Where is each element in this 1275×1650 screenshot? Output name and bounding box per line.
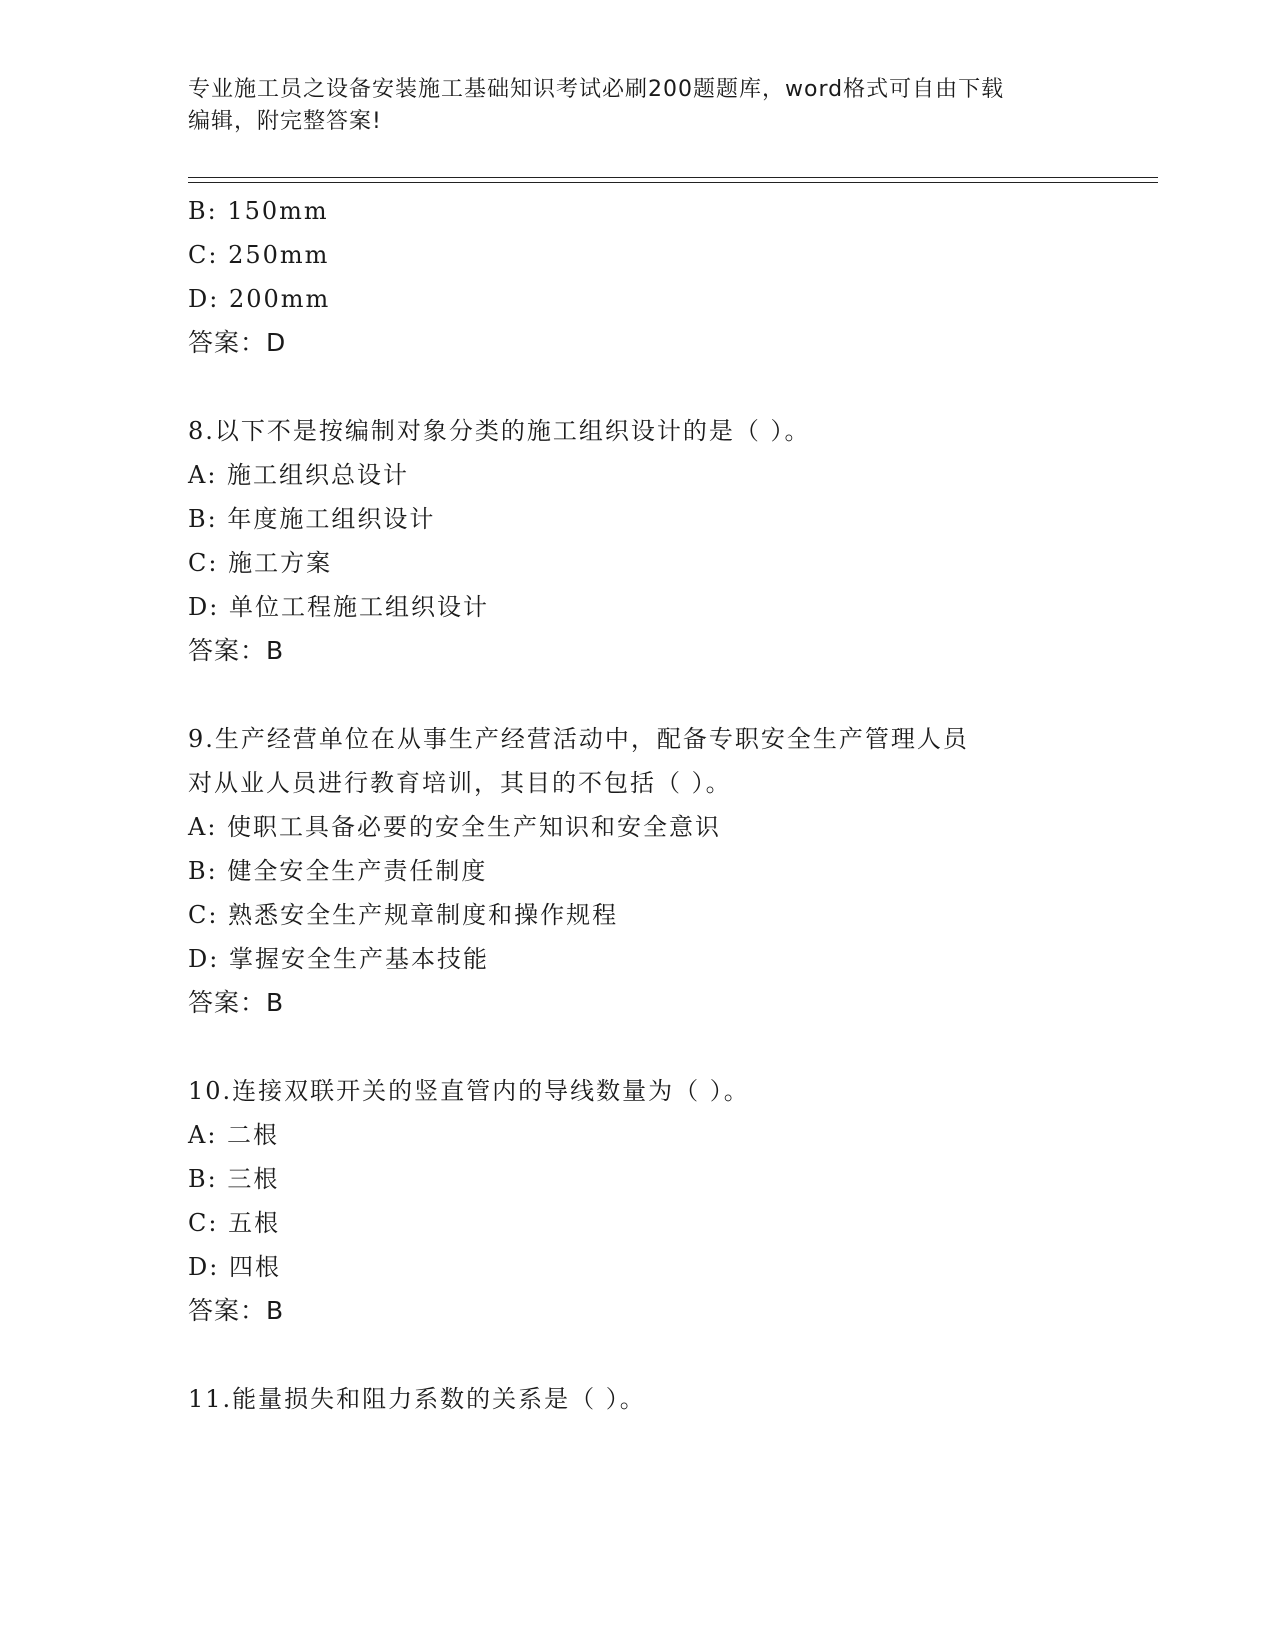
header-divider-top	[188, 177, 1158, 178]
q9-option-a: A: 使职工具备必要的安全生产知识和安全意识	[188, 813, 722, 841]
q9-answer: 答案：B	[188, 988, 285, 1017]
q10-answer: 答案：B	[188, 1296, 285, 1325]
q10-option-a: A: 二根	[188, 1121, 280, 1149]
q8-answer: 答案：B	[188, 636, 285, 665]
q10-option-c: C: 五根	[188, 1209, 281, 1237]
q7-option-b: B: 150mm	[188, 197, 329, 225]
q9-option-c: C: 熟悉安全生产规章制度和操作规程	[188, 901, 619, 929]
q7-option-d: D: 200mm	[188, 285, 331, 313]
q8-option-a: A: 施工组织总设计	[188, 461, 410, 489]
q9-stem-line-2: 对从业人员进行教育培训，其目的不包括（ ）。	[188, 769, 732, 797]
document-header	[188, 74, 1088, 138]
q8-stem: 8.以下不是按编制对象分类的施工组织设计的是（ ）。	[188, 417, 811, 445]
q10-stem: 10.连接双联开关的竖直管内的导线数量为（ ）。	[188, 1077, 750, 1105]
header-title-line-1: 专业施工员之设备安装施工基础知识考试必刷200题题库，word格式可自由下载	[188, 77, 1005, 102]
q8-option-b: B: 年度施工组织设计	[188, 505, 436, 533]
q9-option-d: D: 掌握安全生产基本技能	[188, 945, 489, 973]
header-title-line-2: 编辑，附完整答案!	[188, 109, 382, 134]
q9-stem-line-1: 9.生产经营单位在从事生产经营活动中，配备专职安全生产管理人员	[188, 725, 969, 753]
q8-option-d: D: 单位工程施工组织设计	[188, 593, 489, 621]
q7-option-c: C: 250mm	[188, 241, 330, 269]
q9-option-b: B: 健全安全生产责任制度	[188, 857, 488, 885]
header-divider-bottom	[188, 182, 1158, 183]
q10-option-b: B: 三根	[188, 1165, 280, 1193]
q7-answer: 答案：D	[188, 328, 287, 357]
q11-stem: 11.能量损失和阻力系数的关系是（ ）。	[188, 1385, 646, 1413]
q10-option-d: D: 四根	[188, 1253, 281, 1281]
q8-option-c: C: 施工方案	[188, 549, 333, 577]
